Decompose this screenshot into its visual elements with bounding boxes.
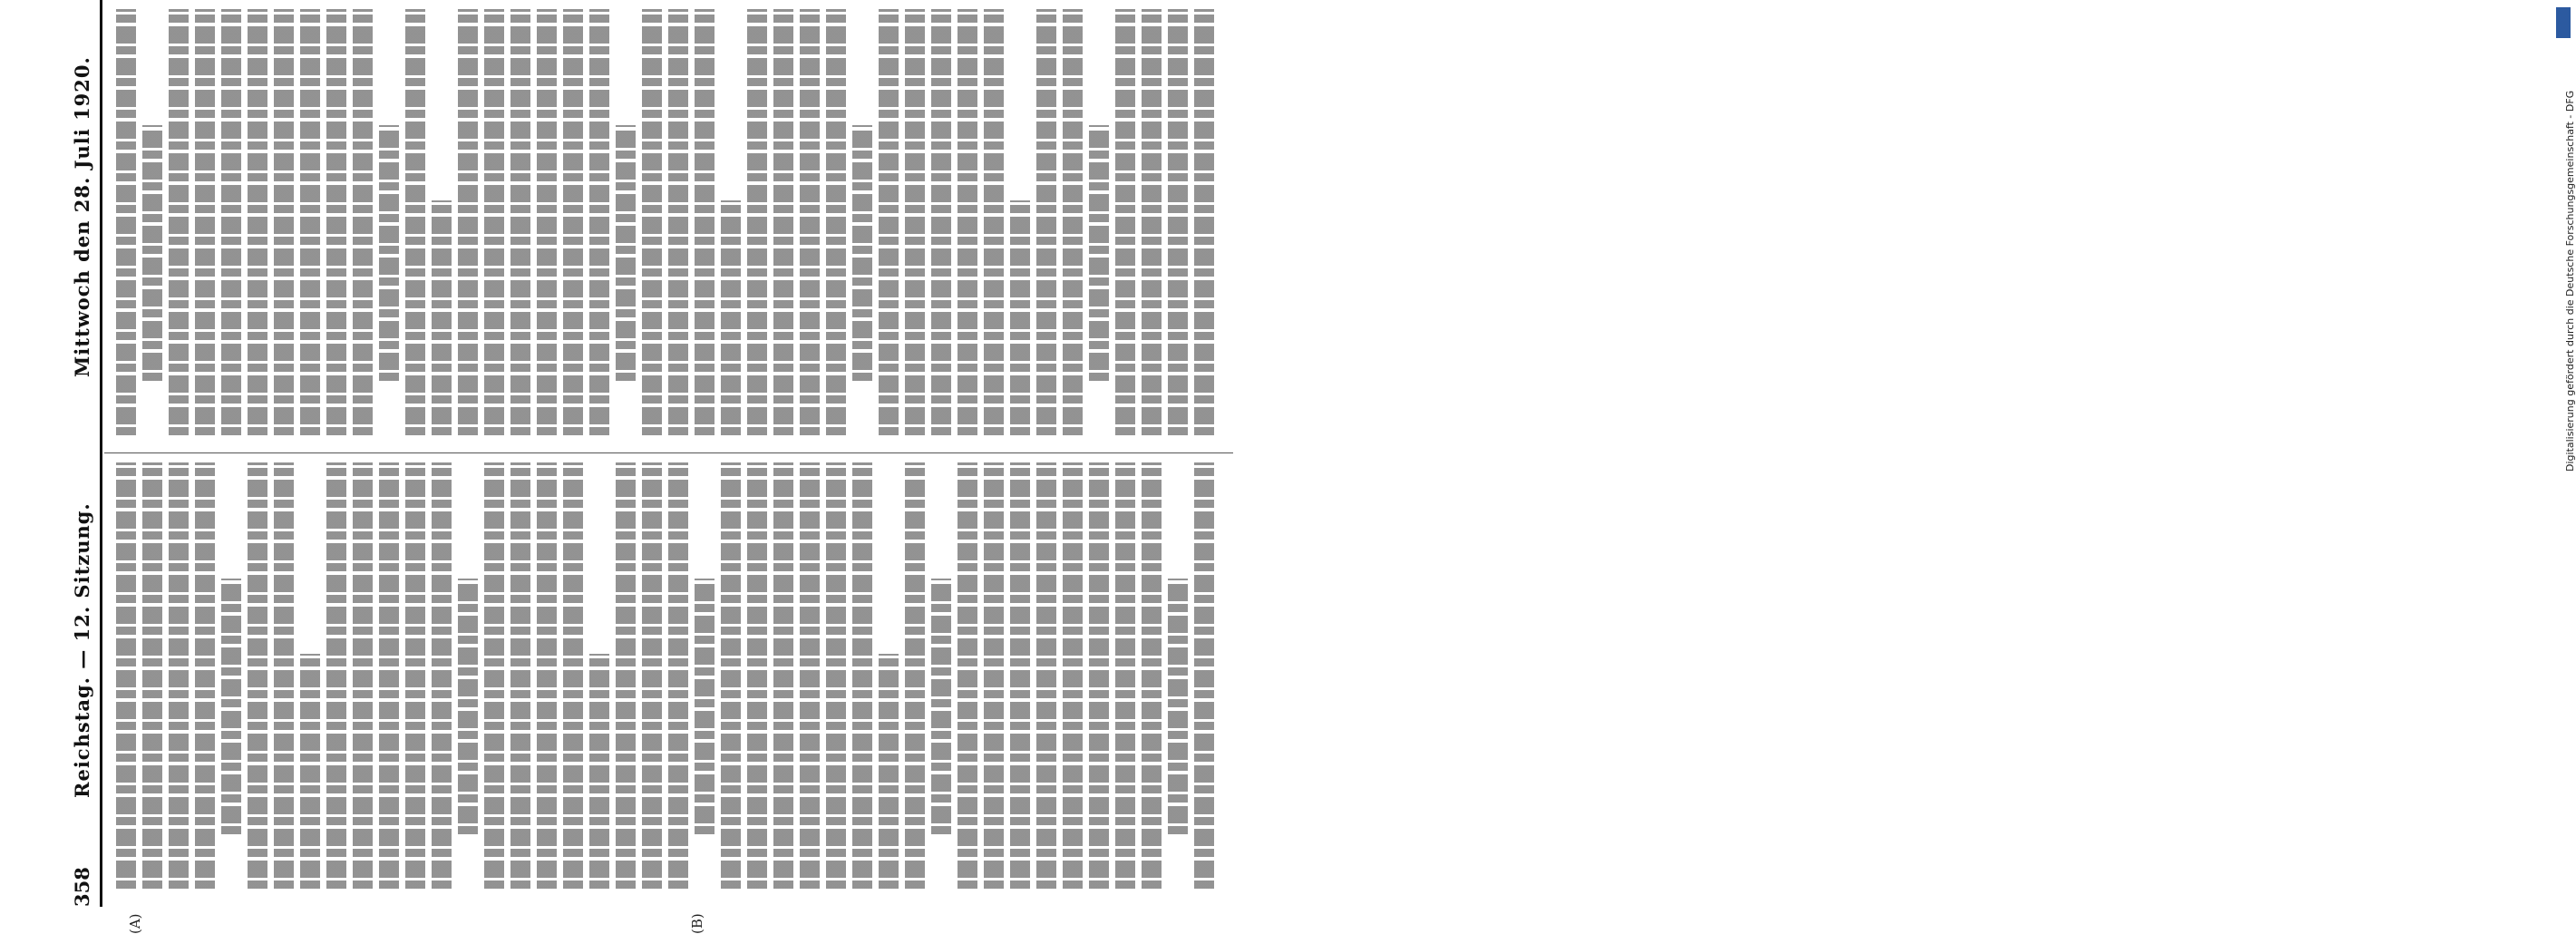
text-line-placeholder (800, 9, 820, 435)
text-line-placeholder (826, 9, 846, 435)
text-line-placeholder (1063, 9, 1083, 435)
text-line-placeholder (1089, 125, 1109, 381)
text-line-placeholder (353, 9, 373, 435)
text-line-placeholder (1036, 462, 1056, 889)
text-line-placeholder (616, 125, 636, 381)
text-line-placeholder (747, 462, 767, 889)
text-line-placeholder (747, 9, 767, 435)
text-line-placeholder (300, 655, 320, 890)
text-line-placeholder (1115, 9, 1135, 435)
text-line-placeholder (484, 462, 504, 889)
text-line-placeholder (537, 462, 557, 889)
column-right (116, 9, 1227, 435)
digitization-credit: Digitalisierung gefördert durch die Deutsche Forschungsgemeinschaft - DFG (2564, 90, 2576, 472)
text-line-placeholder (116, 9, 136, 435)
column-left (116, 462, 1227, 889)
text-line-placeholder (1194, 9, 1214, 435)
text-line-placeholder (1194, 462, 1214, 889)
text-line-placeholder (931, 579, 951, 834)
margin-marker-b: (B) (689, 913, 705, 934)
text-line-placeholder (668, 462, 688, 889)
digitization-sidebar (1276, 0, 2576, 907)
text-line-placeholder (537, 9, 557, 435)
text-line-placeholder (142, 462, 162, 889)
header-left-title: Reichstag. — 12. Sitzung. (70, 502, 93, 798)
text-line-placeholder (721, 462, 741, 889)
text-line-placeholder (458, 9, 478, 435)
text-line-placeholder (589, 9, 609, 435)
text-line-placeholder (169, 462, 189, 889)
text-line-placeholder (773, 9, 793, 435)
text-line-placeholder (1089, 462, 1109, 889)
dfg-logo (2556, 7, 2571, 38)
page-number: 358 (70, 867, 93, 907)
text-line-placeholder (589, 655, 609, 890)
header-right-title: Mittwoch den 28. Juli 1920. (70, 56, 93, 377)
text-line-placeholder (221, 579, 241, 834)
text-line-placeholder (195, 9, 215, 435)
text-line-placeholder (957, 462, 977, 889)
text-line-placeholder (1115, 462, 1135, 889)
text-line-placeholder (326, 462, 346, 889)
text-line-placeholder (484, 9, 504, 435)
text-line-placeholder (668, 9, 688, 435)
header-rule (100, 0, 102, 907)
text-line-placeholder (1036, 9, 1056, 435)
text-line-placeholder (142, 125, 162, 381)
text-line-placeholder (616, 462, 636, 889)
text-line-placeholder (510, 9, 530, 435)
text-line-placeholder (1168, 9, 1188, 435)
text-line-placeholder (300, 9, 320, 435)
text-line-placeholder (510, 462, 530, 889)
text-line-placeholder (432, 201, 452, 436)
text-line-placeholder (1010, 462, 1030, 889)
text-line-placeholder (984, 9, 1004, 435)
text-line-placeholder (405, 462, 425, 889)
text-line-placeholder (379, 462, 399, 889)
text-line-placeholder (642, 462, 662, 889)
text-line-placeholder (274, 462, 294, 889)
text-line-placeholder (1168, 579, 1188, 834)
rotated-document-page (63, 0, 1233, 934)
text-line-placeholder (169, 9, 189, 435)
text-line-placeholder (931, 9, 951, 435)
text-line-placeholder (773, 462, 793, 889)
text-line-placeholder (1142, 462, 1162, 889)
text-line-placeholder (274, 9, 294, 435)
text-line-placeholder (563, 462, 583, 889)
text-line-placeholder (957, 9, 977, 435)
text-line-placeholder (248, 9, 267, 435)
text-line-placeholder (1010, 201, 1030, 436)
text-line-placeholder (326, 9, 346, 435)
text-line-placeholder (800, 462, 820, 889)
page-header (63, 0, 100, 907)
text-line-placeholder (563, 9, 583, 435)
text-line-placeholder (826, 462, 846, 889)
text-line-placeholder (879, 655, 899, 890)
text-line-placeholder (905, 462, 925, 889)
text-line-placeholder (695, 9, 714, 435)
text-line-placeholder (116, 462, 136, 889)
column-divider (104, 452, 1233, 453)
text-line-placeholder (458, 579, 478, 834)
text-line-placeholder (1063, 462, 1083, 889)
text-line-placeholder (695, 579, 714, 834)
text-line-placeholder (353, 462, 373, 889)
text-line-placeholder (221, 9, 241, 435)
text-line-placeholder (721, 201, 741, 436)
text-line-placeholder (879, 9, 899, 435)
text-line-placeholder (852, 125, 872, 381)
text-line-placeholder (432, 462, 452, 889)
text-line-placeholder (248, 462, 267, 889)
text-line-placeholder (642, 9, 662, 435)
text-line-placeholder (905, 9, 925, 435)
margin-marker-a: (A) (127, 913, 143, 934)
text-line-placeholder (852, 462, 872, 889)
text-line-placeholder (405, 9, 425, 435)
text-line-placeholder (984, 462, 1004, 889)
text-line-placeholder (1142, 9, 1162, 435)
text-line-placeholder (195, 462, 215, 889)
text-line-placeholder (379, 125, 399, 381)
